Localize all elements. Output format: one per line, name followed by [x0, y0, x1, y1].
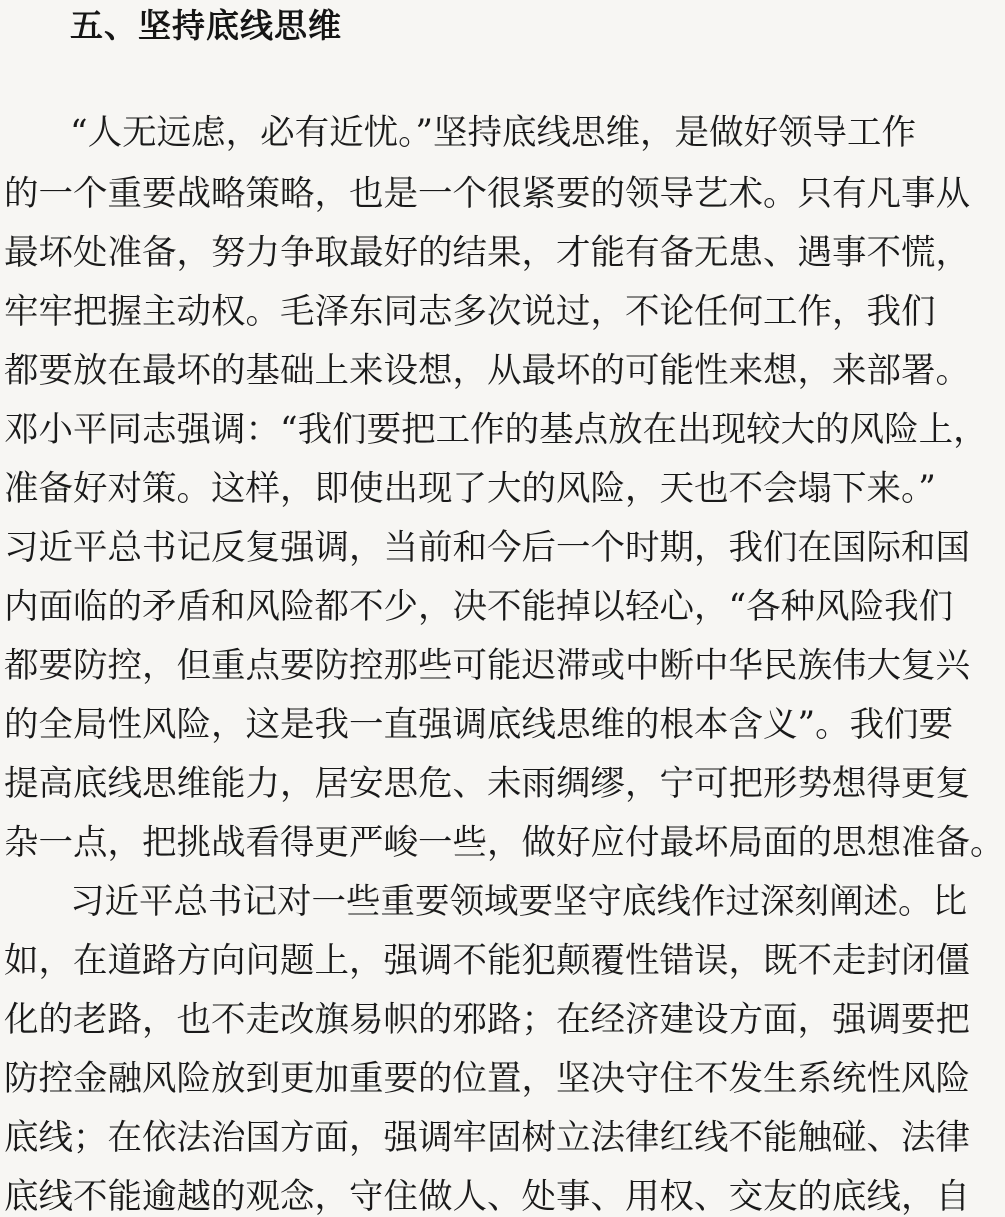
paragraph-2-line: 习近平总书记对一些重要领域要坚守底线作过深刻阐述。比: [70, 882, 967, 922]
paragraph-1-line: 最坏处准备，努力争取最好的结果，才能有备无患、遇事不慌，: [4, 233, 970, 273]
paragraph-1-line: 提高底线思维能力，居安思危、未雨绸缪，宁可把形势想得更复: [4, 764, 970, 804]
paragraph-1-line: 牢牢把握主动权。毛泽东同志多次说过，不论任何工作，我们: [4, 292, 936, 332]
paragraph-1-line: 的一个重要战略策略，也是一个很紧要的领导艺术。只有凡事从: [4, 174, 970, 214]
section-heading: 五、坚持底线思维: [70, 6, 342, 45]
paragraph-1-line: 都要放在最坏的基础上来设想，从最坏的可能性来想，来部署。: [4, 351, 970, 391]
paragraph-1-line: 的全局性风险，这是我一直强调底线思维的根本含义”。我们要: [4, 705, 954, 745]
paragraph-2-line: 防控金融风险放到更加重要的位置，坚决守住不发生系统性风险: [4, 1059, 970, 1099]
paragraph-1-line: 内面临的矛盾和风险都不少，决不能掉以轻心，“各种风险我们: [4, 587, 954, 627]
paragraph-1-line: 习近平总书记反复强调，当前和今后一个时期，我们在国际和国: [4, 528, 970, 568]
paragraph-1-line: 邓小平同志强调：“我们要把工作的基点放在出现较大的风险上，: [4, 410, 988, 450]
paragraph-1-line: 准备好对策。这样，即使出现了大的风险，天也不会塌下来。”: [4, 469, 936, 509]
paragraph-2-line: 如，在道路方向问题上，强调不能犯颠覆性错误，既不走封闭僵: [4, 941, 970, 981]
paragraph-1-line: “人无远虑，必有近忧。”坚持底线思维，是做好领导工作: [70, 113, 917, 153]
paragraph-2-line: 底线不能逾越的观念，守住做人、处事、用权、交友的底线，自: [4, 1177, 970, 1217]
paragraph-1-line: 都要防控，但重点要防控那些可能迟滞或中断中华民族伟大复兴: [4, 646, 970, 686]
paragraph-2-line: 底线；在依法治国方面，强调牢固树立法律红线不能触碰、法律: [4, 1118, 970, 1158]
paragraph-2-line: 化的老路，也不走改旗易帜的邪路；在经济建设方面，强调要把: [4, 1000, 970, 1040]
paragraph-1-line: 杂一点，把挑战看得更严峻一些，做好应付最坏局面的思想准备。: [4, 823, 1005, 863]
